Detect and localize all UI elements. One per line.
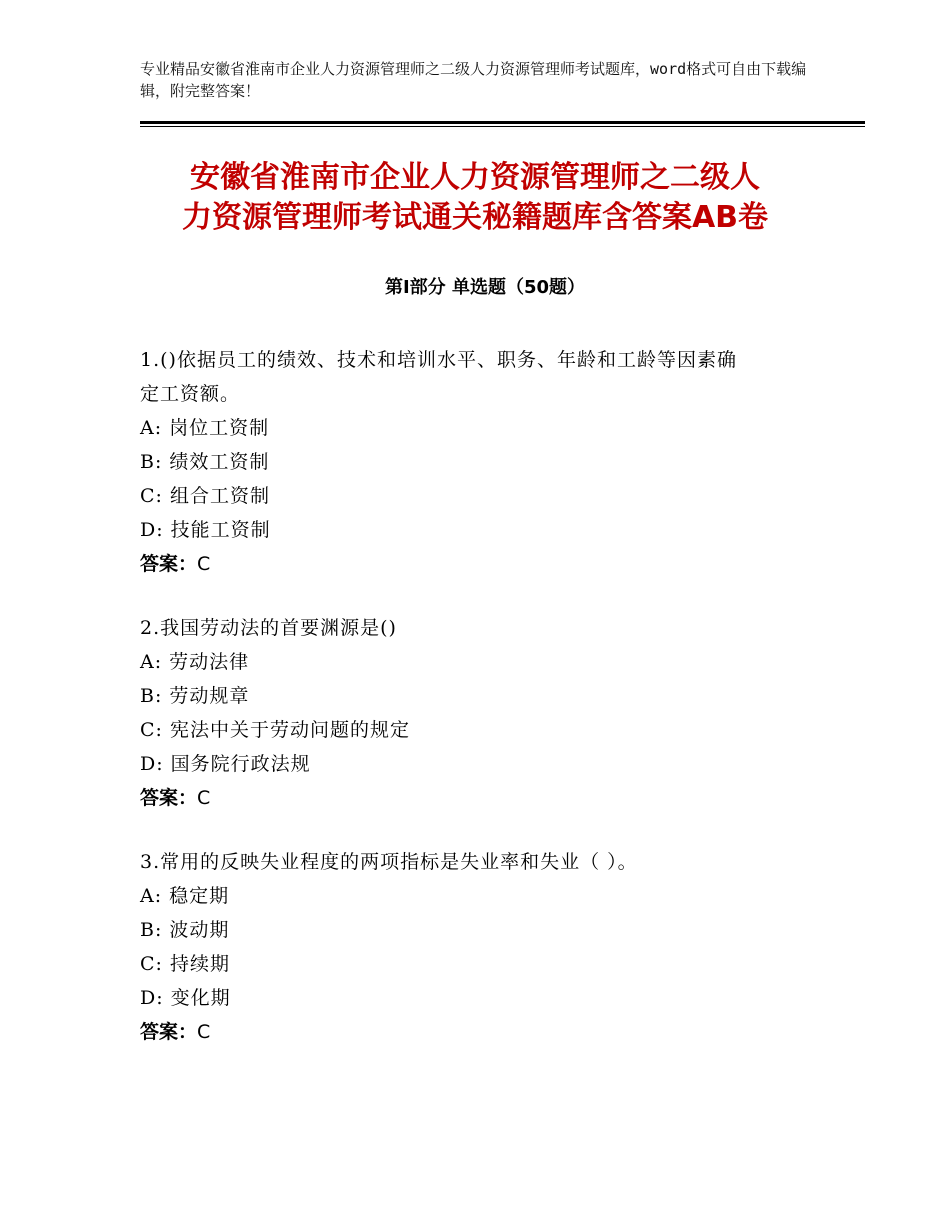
answer-value: C: [197, 787, 211, 809]
question-stem-line: 2.我国劳动法的首要渊源是(): [140, 617, 397, 639]
option-c: C: 宪法中关于劳动问题的规定: [140, 719, 410, 741]
option-b: B: 波动期: [140, 919, 230, 941]
answer-value: C: [197, 1021, 211, 1043]
document-title-line-2: 力资源管理师考试通关秘籍题库含答案AB卷: [181, 200, 769, 235]
question-stem-line: 定工资额。: [140, 383, 241, 405]
option-d: D: 国务院行政法规: [140, 753, 311, 775]
answer-line: [140, 1015, 820, 1049]
answer-line: [140, 781, 820, 815]
answer-line: [140, 547, 820, 581]
answer-value: C: [197, 553, 211, 575]
option-c: C: 持续期: [140, 953, 230, 975]
question-3: [140, 845, 820, 1049]
question-list: [140, 343, 820, 1079]
header-rule: [140, 121, 865, 124]
document-title: [110, 158, 840, 238]
option-a: A: 岗位工资制: [140, 417, 270, 439]
option-a: A: 稳定期: [140, 885, 230, 907]
question-stem-line: 1.()依据员工的绩效、技术和培训水平、职务、年龄和工龄等因素确: [140, 349, 737, 371]
question-stem-line: 3.常用的反映失业程度的两项指标是失业率和失业（ ）。: [140, 851, 638, 873]
answer-label: 答案：: [140, 553, 198, 575]
option-d: D: 技能工资制: [140, 519, 271, 541]
option-c: C: 组合工资制: [140, 485, 270, 507]
header-rule-thin: [140, 126, 865, 127]
option-a: A: 劳动法律: [140, 651, 250, 673]
header-note: 专业精品安徽省淮南市企业人力资源管理师之二级人力资源管理师考试题库，word格式可自由下载编辑，附完整答案！: [140, 60, 807, 100]
option-b: B: 劳动规章: [140, 685, 250, 707]
option-d: D: 变化期: [140, 987, 231, 1009]
option-b: B: 绩效工资制: [140, 451, 270, 473]
answer-label: 答案：: [140, 1021, 198, 1043]
question-2: [140, 611, 820, 815]
answer-label: 答案：: [140, 787, 198, 809]
question-1: [140, 343, 820, 581]
section-title: 第Ⅰ部分 单选题（50题）: [384, 277, 585, 298]
document-title-line-1: 安徽省淮南市企业人力资源管理师之二级人: [190, 160, 760, 195]
